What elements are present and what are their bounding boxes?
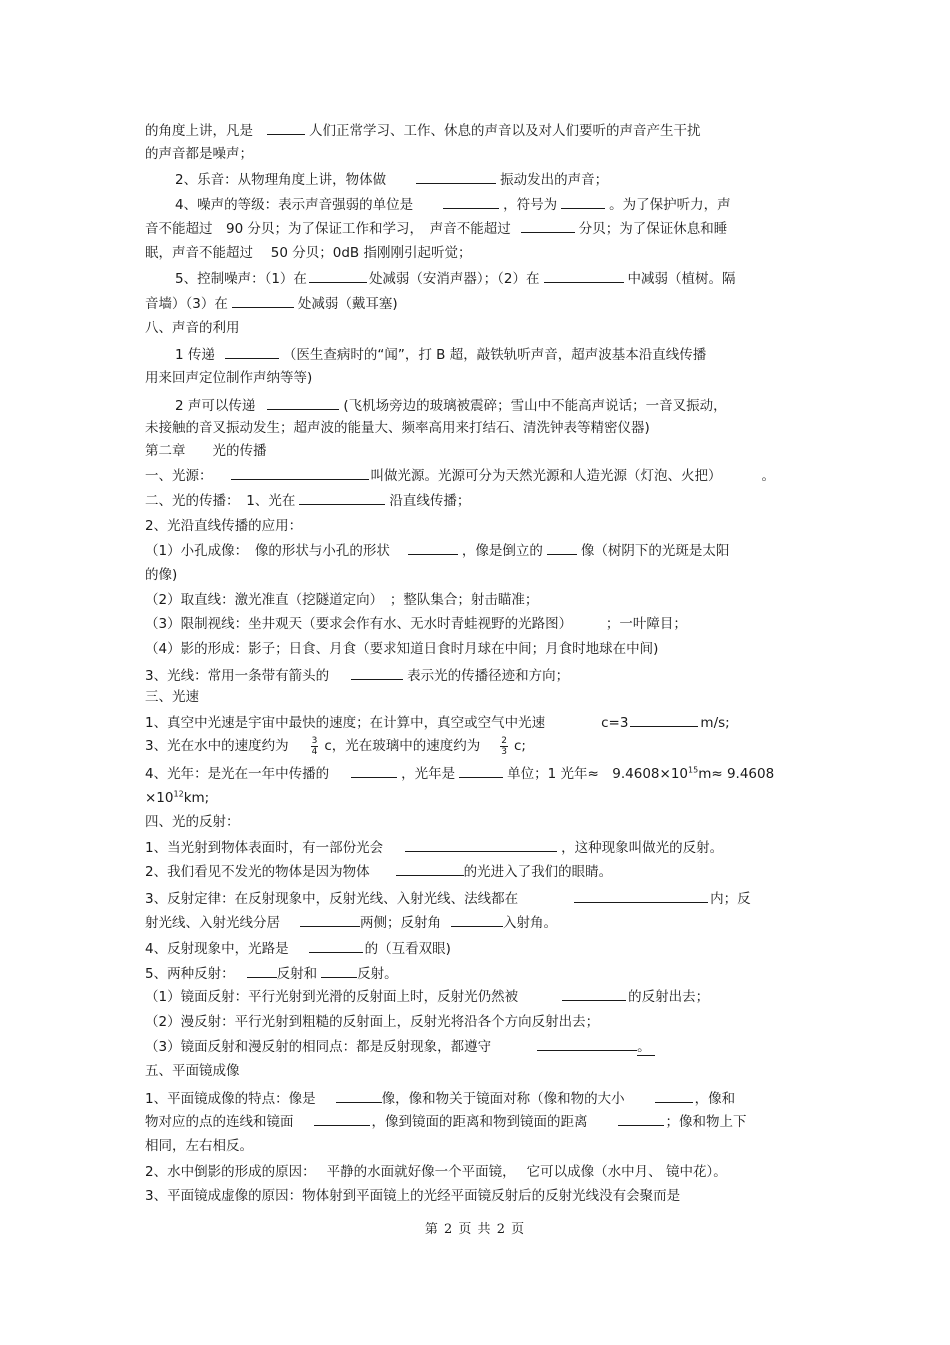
fraction-three-quarters: $\frac{3}{4}$ [311, 735, 318, 757]
text-line: 2、光沿直线传播的应用： [145, 518, 303, 534]
fill-blank [544, 268, 624, 283]
text-line: 3、光在水中的速度约为 $\frac{3}{4}$ c，光在玻璃中的速度约为 $\frac{2}{3}$ c; [145, 735, 526, 757]
text-line: 4、光年：是光在一年中传播的 ，光年是 单位；1 光年≈ $9.4608\times 10^{15}m\approx 9.4608$ [145, 763, 815, 784]
text-line: 4、反射现象中，光路是 的（互看双眼) [145, 938, 815, 959]
fill-blank [309, 938, 363, 953]
fill-blank [231, 465, 369, 480]
fill-blank [405, 837, 557, 852]
fill-blank [443, 194, 499, 209]
text-line: 物对应的点的连线和镜面 ，像到镜面的距离和物到镜面的距离 ；像和物上下 [145, 1111, 815, 1132]
text-line: 3、光线：常用一条带有箭头的 表示光的传播径迹和方向； [145, 665, 815, 686]
fill-blank [309, 268, 367, 283]
text-line: 2、水中倒影的形成的原因： 平静的水面就好像一个平面镜， 它可以成像（水中月、 镜中花）。 [145, 1164, 727, 1180]
text-line: 1 传递 （医生查病时的“闻”，打 B 超，敲铁轨听声音，超声波基本沿直线传播 [175, 344, 815, 365]
text-line: 二、光的传播： 1、光在 沿直线传播； [145, 490, 815, 511]
text-line: 音墙）（3）在 处减弱（戴耳塞) [145, 293, 815, 314]
fill-blank [521, 218, 575, 233]
fill-blank [225, 344, 279, 359]
section-heading: 八、声音的利用 [145, 320, 240, 336]
text-line: 用来回声定位制作声纳等等) [145, 370, 313, 386]
fill-blank [336, 1088, 382, 1103]
section-heading: 五、平面镜成像 [145, 1063, 240, 1079]
fill-blank [267, 120, 305, 135]
fill-blank [537, 1036, 637, 1051]
fill-blank [321, 963, 357, 978]
fill-blank [451, 912, 503, 927]
fill-blank [314, 1111, 370, 1126]
text-line: 1、平面镜成像的特点：像是 像，像和物关于镜面对称（像和物的大小 ，像和 [145, 1088, 815, 1109]
text-line: 未接触的音叉振动发生；超声波的能量大、频率高用来打结石、清洗钟表等精密仪器) [145, 420, 650, 436]
text-line: 1、真空中光速是宇宙中最快的速度；在计算中，真空或空气中光速 c=3 m/s; [145, 712, 815, 733]
fill-blank [630, 712, 698, 727]
fill-blank [618, 1111, 664, 1126]
text-line: （2）取直线：激光准直（挖隧道定向） ；整队集合；射击瞄准； [145, 592, 539, 608]
section-heading: 三、光速 [145, 689, 199, 705]
text-line: 4、噪声的等级：表示声音强弱的单位是 ，符号为 。为了保护听力，声 [175, 194, 815, 215]
text-line: 相同，左右相反。 [145, 1138, 253, 1154]
text-line: （2）漫反射：平行光射到粗糙的反射面上，反射光将沿各个方向反射出去； [145, 1014, 600, 1030]
text-line: （1）小孔成像： 像的形状与小孔的形状 ，像是倒立的 像（树阴下的光斑是太阳 [145, 540, 815, 561]
text-line: 5、控制噪声：（1）在 处减弱（安消声器）；（2）在 中减弱（植树。隔 [175, 268, 815, 289]
fill-blank [299, 490, 385, 505]
fill-blank [351, 665, 403, 680]
text-line: （1）镜面反射：平行光射到光滑的反射面上时，反射光仍然被 的反射出去； [145, 986, 815, 1007]
fill-blank [655, 1088, 693, 1103]
fill-blank [300, 912, 360, 927]
fill-blank [547, 540, 577, 555]
text-line: （3）限制视线：坐井观天（要求会作有水、无水时青蛙视野的光路图） ；一叶障目； [145, 616, 687, 632]
text-line: 1、当光射到物体表面时，有一部份光会 ，这种现象叫做光的反射。 [145, 837, 815, 858]
section-heading: 四、光的反射： [145, 814, 240, 830]
text-line: （4）影的形成：影子；日食、月食（要求知道日食时月球在中间；月食时地球在中间) [145, 641, 659, 657]
fill-blank [562, 986, 626, 1001]
text-line: 3、平面镜成虚像的原因：物体射到平面镜上的光经平面镜反射后的反射光线没有会聚而是 [145, 1188, 681, 1204]
fill-blank [396, 861, 464, 876]
text-line: 射光线、入射光线分居 两侧；反射角 入射角。 [145, 912, 815, 933]
text-line: 2、乐音：从物理角度上讲，物体做 振动发出的声音； [175, 169, 815, 190]
text-line: 的声音都是噪声； [145, 146, 253, 162]
chapter-heading: 第二章 光的传播 [145, 443, 267, 459]
fill-blank [561, 194, 605, 209]
text-line: 音不能超过 90 分贝；为了保证工作和学习， 声音不能超过 分贝；为了保证休息和睡 [145, 218, 815, 239]
fill-blank [232, 293, 294, 308]
text-line: （3）镜面反射和漫反射的相同点：都是反射现象，都遵守 。 [145, 1036, 815, 1057]
text-line: 3、反射定律：在反射现象中，反射光线、入射光线、法线都在 内；反 [145, 888, 815, 909]
fill-blank [351, 763, 397, 778]
fill-blank [408, 540, 458, 555]
fill-blank [267, 395, 339, 410]
text-line: 2 声可以传递 (飞机场旁边的玻璃被震碎；雪山中不能高声说话；一音叉振动， [175, 395, 815, 416]
text-line: 2、我们看见不发光的物体是因为物体 的光进入了我们的眼睛。 [145, 861, 815, 882]
page-footer: 第 2 页 共 2 页 [424, 1222, 526, 1237]
text-line: 的角度上讲，凡是 人们正常学习、工作、休息的声音以及对人们要听的声音产生干扰 [145, 120, 815, 141]
fill-blank [416, 169, 496, 184]
fraction-two-thirds: $\frac{2}{3}$ [501, 735, 507, 757]
text-line: 眠，声音不能超过 50 分贝；0dB 指刚刚引起听觉； [145, 245, 472, 261]
fill-blank [459, 763, 503, 778]
text-line: 的像) [145, 567, 178, 583]
text-line: 5、两种反射： 反射和 反射。 [145, 963, 815, 984]
text-line: 一、光源： 叫做光源。光源可分为天然光源和人造光源（灯泡、火把） 。 [145, 465, 815, 486]
text-line: $\times 10^{12}km$; [145, 789, 210, 806]
fill-blank [574, 888, 708, 903]
fill-blank [247, 963, 277, 978]
